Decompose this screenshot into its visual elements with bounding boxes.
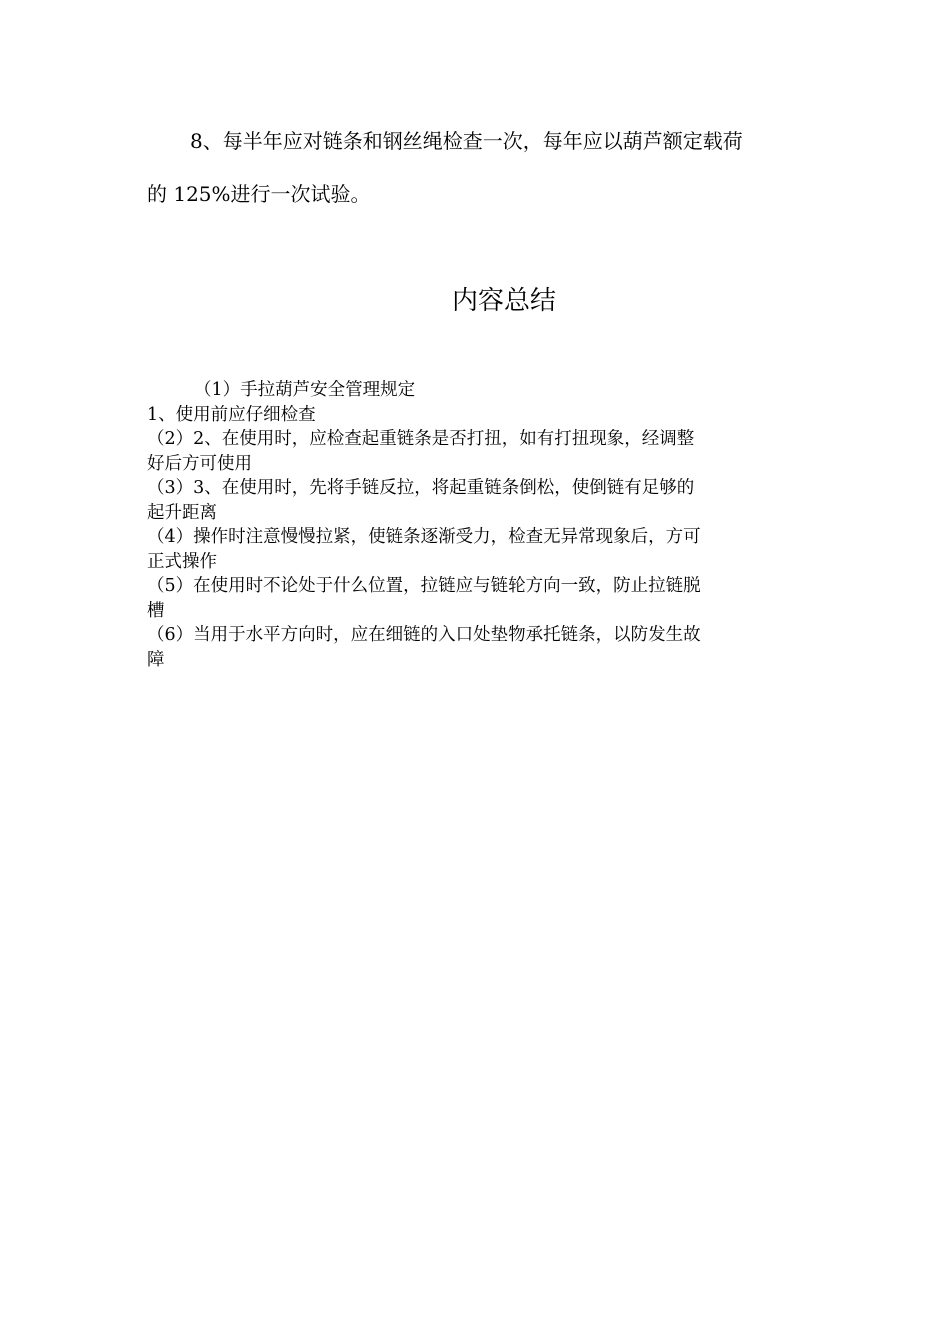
paragraph-line-1: 8、每半年应对链条和钢丝绳检查一次，每年应以葫芦额定载荷	[190, 129, 743, 153]
summary-line: （5）在使用时不论处于什么位置，拉链应与链轮方向一致，防止拉链脱	[147, 576, 701, 596]
paragraph-line-2: 的 125%进行一次试验。	[147, 182, 371, 206]
summary-line: （2）2、在使用时，应检查起重链条是否打扭，如有打扭现象，经调整	[147, 429, 695, 449]
summary-line: 槽	[147, 600, 165, 621]
summary-line: 1、使用前应仔细检查	[147, 404, 316, 425]
summary-list	[147, 378, 807, 672]
summary-line: 障	[147, 649, 165, 670]
summary-line: （1）手拉葫芦安全管理规定	[194, 380, 416, 400]
summary-line: （4）操作时注意慢慢拉紧，使链条逐渐受力，检查无异常现象后，方可	[147, 527, 701, 547]
summary-line: 好后方可使用	[147, 453, 252, 474]
summary-line: 起升距离	[147, 502, 217, 523]
summary-line: 正式操作	[147, 551, 217, 572]
summary-line: （6）当用于水平方向时，应在细链的入口处垫物承托链条，以防发生故	[147, 625, 701, 645]
summary-title: 内容总结	[451, 286, 556, 316]
summary-line: （3）3、在使用时，先将手链反拉，将起重链条倒松，使倒链有足够的	[147, 478, 695, 498]
